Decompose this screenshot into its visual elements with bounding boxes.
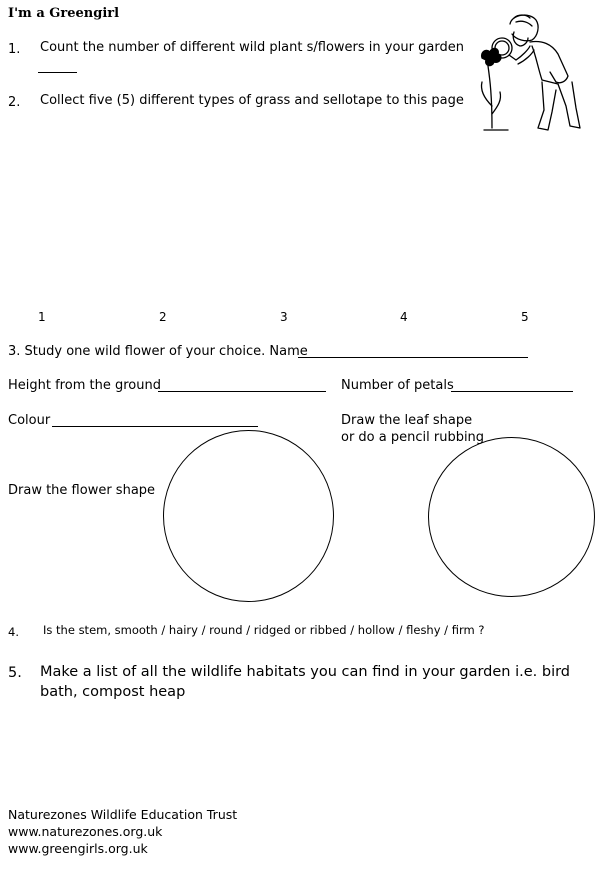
question-3-text: 3. Study one wild flower of your choice. Name <box>8 344 308 359</box>
grass-slot-5: 5 <box>521 310 529 324</box>
leaf-drawing-circle[interactable] <box>428 437 595 597</box>
question-5-text-line-2: bath, compost heap <box>40 684 186 700</box>
question-5-number: 5. <box>8 665 22 681</box>
flower-shape-label: Draw the flower shape <box>8 483 156 498</box>
question-1-number: 1. <box>8 42 21 57</box>
petals-label: Number of petals <box>341 378 454 393</box>
leaf-label-line-2: or do a pencil rubbing <box>341 430 485 445</box>
leaf-label-line-1: Draw the leaf shape <box>341 413 473 428</box>
grass-slot-3: 3 <box>280 310 288 324</box>
colour-label: Colour <box>8 413 51 428</box>
petals-answer-line[interactable] <box>451 380 573 392</box>
page-title: I'm a Greengirl <box>8 6 120 21</box>
footer-link-naturezones[interactable]: www.naturezones.org.uk <box>8 824 163 839</box>
question-4-text: Is the stem, smooth / hairy / round / ridged or ribbed / hollow / fleshy / firm ? <box>43 623 485 637</box>
question-5-text-line-1: Make a list of all the wildlife habitats you can find in your garden i.e. bird <box>40 664 571 680</box>
question-1-answer-line[interactable] <box>38 61 77 73</box>
height-label: Height from the ground <box>8 378 161 393</box>
question-2-number: 2. <box>8 95 21 110</box>
height-answer-line[interactable] <box>158 380 326 392</box>
question-2-text: Collect five (5) different types of grass and sellotape to this page <box>40 93 464 108</box>
question-1-text: Count the number of different wild plant s/flowers in your garden <box>40 40 464 55</box>
girl-with-magnifier-illustration <box>472 10 590 138</box>
footer-org: Naturezones Wildlife Education Trust <box>8 807 238 822</box>
grass-slot-1: 1 <box>38 310 46 324</box>
footer-link-greengirls[interactable]: www.greengirls.org.uk <box>8 841 148 856</box>
question-4-number: 4. <box>8 625 19 639</box>
flower-drawing-circle[interactable] <box>163 430 334 602</box>
colour-answer-line[interactable] <box>52 415 258 427</box>
flower-name-line[interactable] <box>298 346 528 358</box>
grass-slot-2: 2 <box>159 310 167 324</box>
grass-slot-4: 4 <box>400 310 408 324</box>
